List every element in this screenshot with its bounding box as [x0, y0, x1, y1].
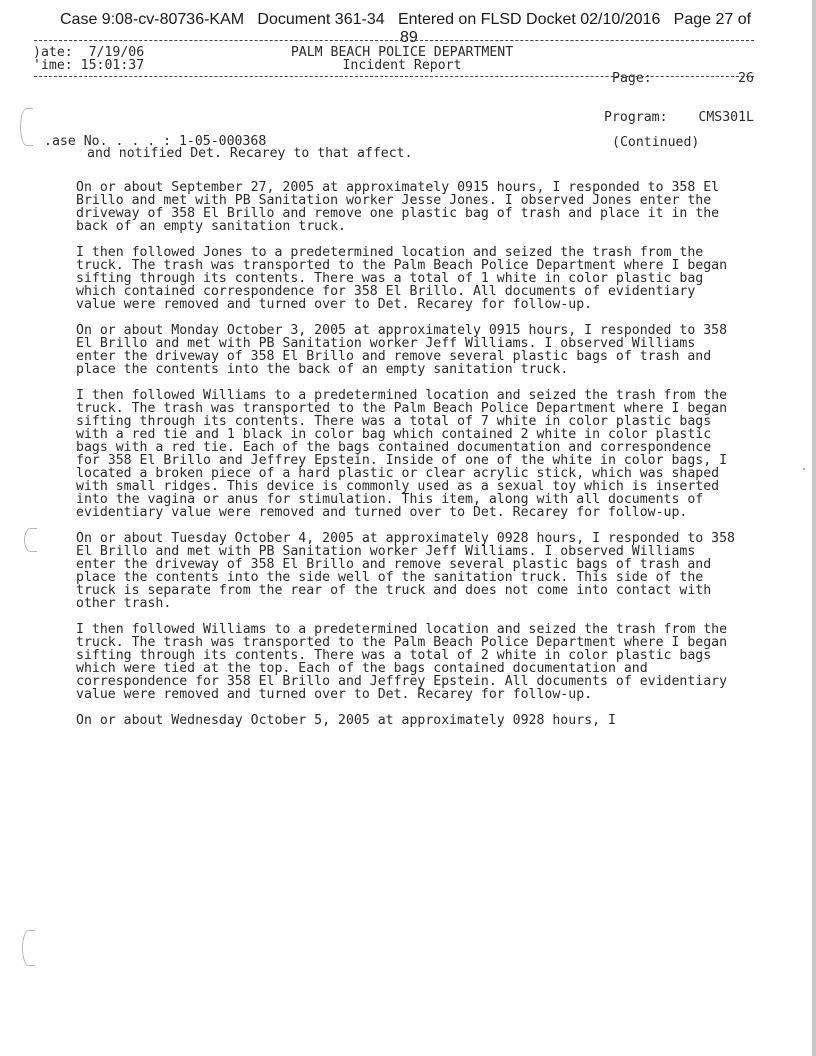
- page-label: Page:: [612, 71, 652, 86]
- divider-bottom: [34, 76, 754, 77]
- paragraph-3: I then followed Jones to a predetermined location and seized the trash from the truck. The trash was transported to the Palm Beach Police Department where I began sifting through its contents. There was a total of 1 white in color plastic bag which contained correspondence for 358 El Brillo. All documents of evidentiary value were removed and turned over to Det. Recarey for follow-up.: [76, 245, 728, 312]
- report-page-program: [604, 46, 754, 137]
- paragraph-1: and notified Det. Recarey to that affect.: [87, 146, 413, 161]
- time-label: 'ime:: [33, 58, 73, 73]
- paragraph-2: On or about September 27, 2005 at approximately 0915 hours, I responded to 358 El Brillo and met with PB Sanitation worker Jesse Jones. I observed Jones enter the driveway of 358 El Brillo and remove one plastic bag of trash and place it in the back of an empty sanitation truck.: [76, 180, 720, 234]
- paragraph-6: On or about Tuesday October 4, 2005 at approximately 0928 hours, I responded to 358 El Brillo and met with PB Sanitation worker Jeff Williams. I observed Williams enter the driveway of 358 El Brillo and remove several plastic bags of trash and place the contents into the side well of the sanitation truck. This side of the truck is separate from the rear of the truck and does not come into contact with other trash.: [76, 531, 735, 611]
- scan-speck: [803, 468, 805, 470]
- date-value: 7/19/06: [88, 45, 145, 60]
- court-header-line1: Case 9:08-cv-80736-KAM Document 361-34 Entered on FLSD Docket 02/10/2016 Page 27 of: [60, 11, 752, 28]
- hole-punch-mark-bottom: [22, 930, 35, 966]
- report-type: Incident Report: [342, 58, 462, 73]
- report-date-time: [33, 46, 144, 72]
- date-label: )ate:: [33, 45, 73, 60]
- report-body: [76, 147, 736, 740]
- page-value: 26: [738, 71, 754, 86]
- scan-page-edge: [812, 0, 816, 1056]
- report-title-block: [272, 46, 532, 72]
- paragraph-4: On or about Monday October 3, 2005 at approximately 0915 hours, I responded to 358 El Brillo and met with PB Sanitation worker Jeff Williams. I observed Williams enter the driveway of 358 El Brillo and remove several plastic bags of trash and place the contents into the back of an empty sanitation truck.: [76, 323, 728, 377]
- continued-label: (Continued): [612, 135, 700, 150]
- paragraph-7: I then followed Williams to a predetermined location and seized the trash from the truck. The trash was transported to the Palm Beach Police Department where I began sifting through its contents. There was a total of 2 white in color plastic bags which were tied at the top. Each of the bags contained documentation and correspondence for 358 El Brillo and Jeffrey Epstein. All documents of evidentiary value were removed and turned over to Det. Recarey for follow-up.: [76, 622, 728, 702]
- time-value: 15:01:37: [80, 58, 145, 73]
- paragraph-8: On or about Wednesday October 5, 2005 at approximately 0928 hours, I: [76, 713, 616, 728]
- court-filing-header: [60, 11, 760, 46]
- hole-punch-mark-middle: [24, 528, 37, 552]
- case-number-line: .ase No. . . . : 1-05-000368: [44, 134, 267, 149]
- court-header-line2: 89: [400, 29, 418, 46]
- paragraph-5: I then followed Williams to a predetermined location and seized the trash from the truck. The trash was transported to the Palm Beach Police Department where I began sifting through its contents. There was a total of 7 white in color plastic bags with a red tie and 1 black in color bag which contained 2 white in color plastic bags with a red tie. Each of the bags contained documentation and correspondence for 358 El Brillo and Jeffrey Epstein. Inside of one of the white in color bags, I located a broken piece of a hard plastic or clear acrylic stick, which was shaped with small ridges. This device is commonly used as a sexual toy which is inserted into the vagina or anus for stimulation. This item, along with all documents of evidentiary value were removed and turned over to Det. Recarey for follow-up.: [76, 388, 728, 520]
- department-name: PALM BEACH POLICE DEPARTMENT: [290, 45, 514, 60]
- divider-top: [34, 40, 754, 41]
- program-value: CMS301L: [698, 110, 754, 125]
- hole-punch-mark-top: [20, 108, 33, 146]
- program-label: Program:: [604, 110, 668, 125]
